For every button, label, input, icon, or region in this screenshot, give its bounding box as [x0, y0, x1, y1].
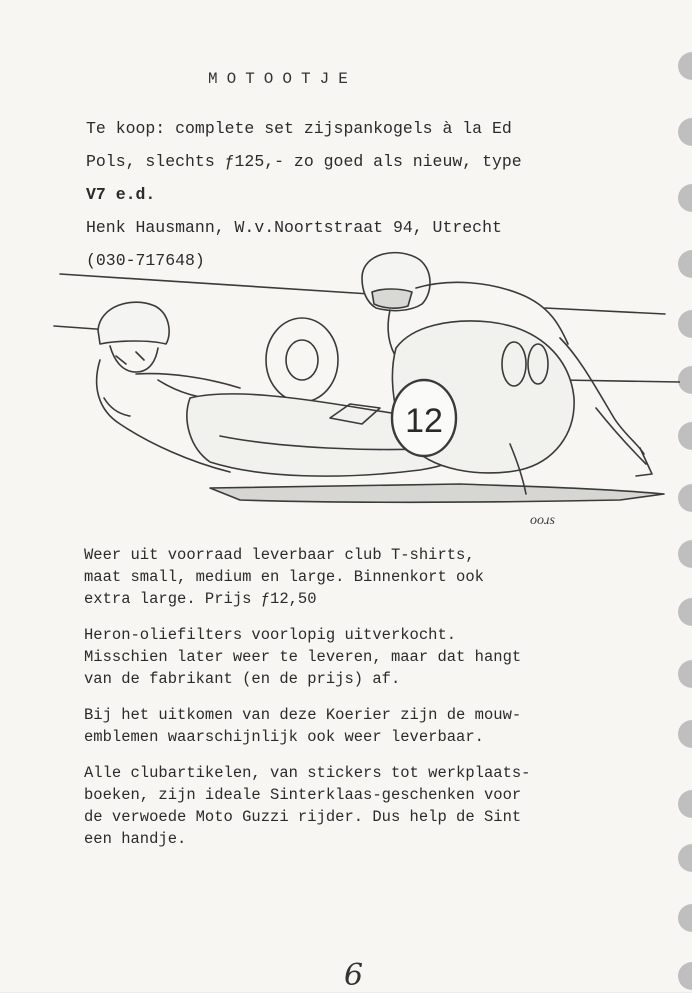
- ad-line: Te koop: complete set zijspankogels à la Ed: [86, 119, 512, 138]
- paragraph-line: Heron-oliefilters voorlopig uitverkocht.: [84, 626, 457, 644]
- binder-hole: [678, 184, 692, 212]
- paragraph-line: emblemen waarschijnlijk ook weer leverbaar.: [84, 728, 484, 746]
- clubartikelen-paragraph: [84, 762, 674, 850]
- emblems-paragraph: [84, 704, 674, 748]
- paragraph-line: Bij het uitkomen van deze Koerier zijn de mouw-: [84, 706, 522, 724]
- ad-contact-line: Henk Hausmann, W.v.Noortstraat 94, Utrecht: [86, 218, 502, 237]
- paragraph-line: extra large. Prijs ƒ12,50: [84, 590, 317, 608]
- binder-hole: [678, 904, 692, 932]
- paragraph-line: maat small, medium en large. Binnenkort ook: [84, 568, 484, 586]
- binder-hole: [678, 660, 692, 688]
- paragraph-line: de verwoede Moto Guzzi rijder. Dus help de Sint: [84, 808, 522, 826]
- binder-hole: [678, 366, 692, 394]
- tshirt-paragraph: [84, 544, 674, 610]
- binder-hole: [678, 962, 692, 990]
- binder-hole: [678, 598, 692, 626]
- binder-hole: [678, 250, 692, 278]
- paragraph-line: Alle clubartikelen, van stickers tot werkplaats-: [84, 764, 531, 782]
- binder-hole: [678, 118, 692, 146]
- paragraph-line: van de fabrikant (en de prijs) af.: [84, 670, 401, 688]
- paragraph-line: boeken, zijn ideale Sinterklaas-geschenken voor: [84, 786, 522, 804]
- ad-phone-line: (030-717648): [86, 251, 205, 270]
- race-number: 12: [405, 402, 443, 440]
- binder-hole: [678, 540, 692, 568]
- binder-hole: [678, 790, 692, 818]
- binder-hole: [678, 844, 692, 872]
- paragraph-line: een handje.: [84, 830, 187, 848]
- ad-line: Pols, slechts ƒ125,- zo goed als nieuw, type: [86, 152, 522, 171]
- paragraph-line: Weer uit voorraad leverbaar club T-shirts,: [84, 546, 475, 564]
- paragraph-line: Misschien later weer te leveren, maar dat hangt: [84, 648, 522, 666]
- binder-hole: [678, 310, 692, 338]
- oilfilter-paragraph: [84, 624, 674, 690]
- artist-signature: ooɹs: [530, 513, 555, 528]
- ad-line: V7 e.d.: [86, 185, 156, 204]
- binder-hole: [678, 720, 692, 748]
- page-title: MOTOOTJE: [208, 70, 357, 88]
- page-number: 6: [344, 958, 364, 993]
- binder-hole: [678, 52, 692, 80]
- sidecar-racer-illustration: [40, 248, 680, 538]
- binder-hole: [678, 422, 692, 450]
- binder-hole: [678, 484, 692, 512]
